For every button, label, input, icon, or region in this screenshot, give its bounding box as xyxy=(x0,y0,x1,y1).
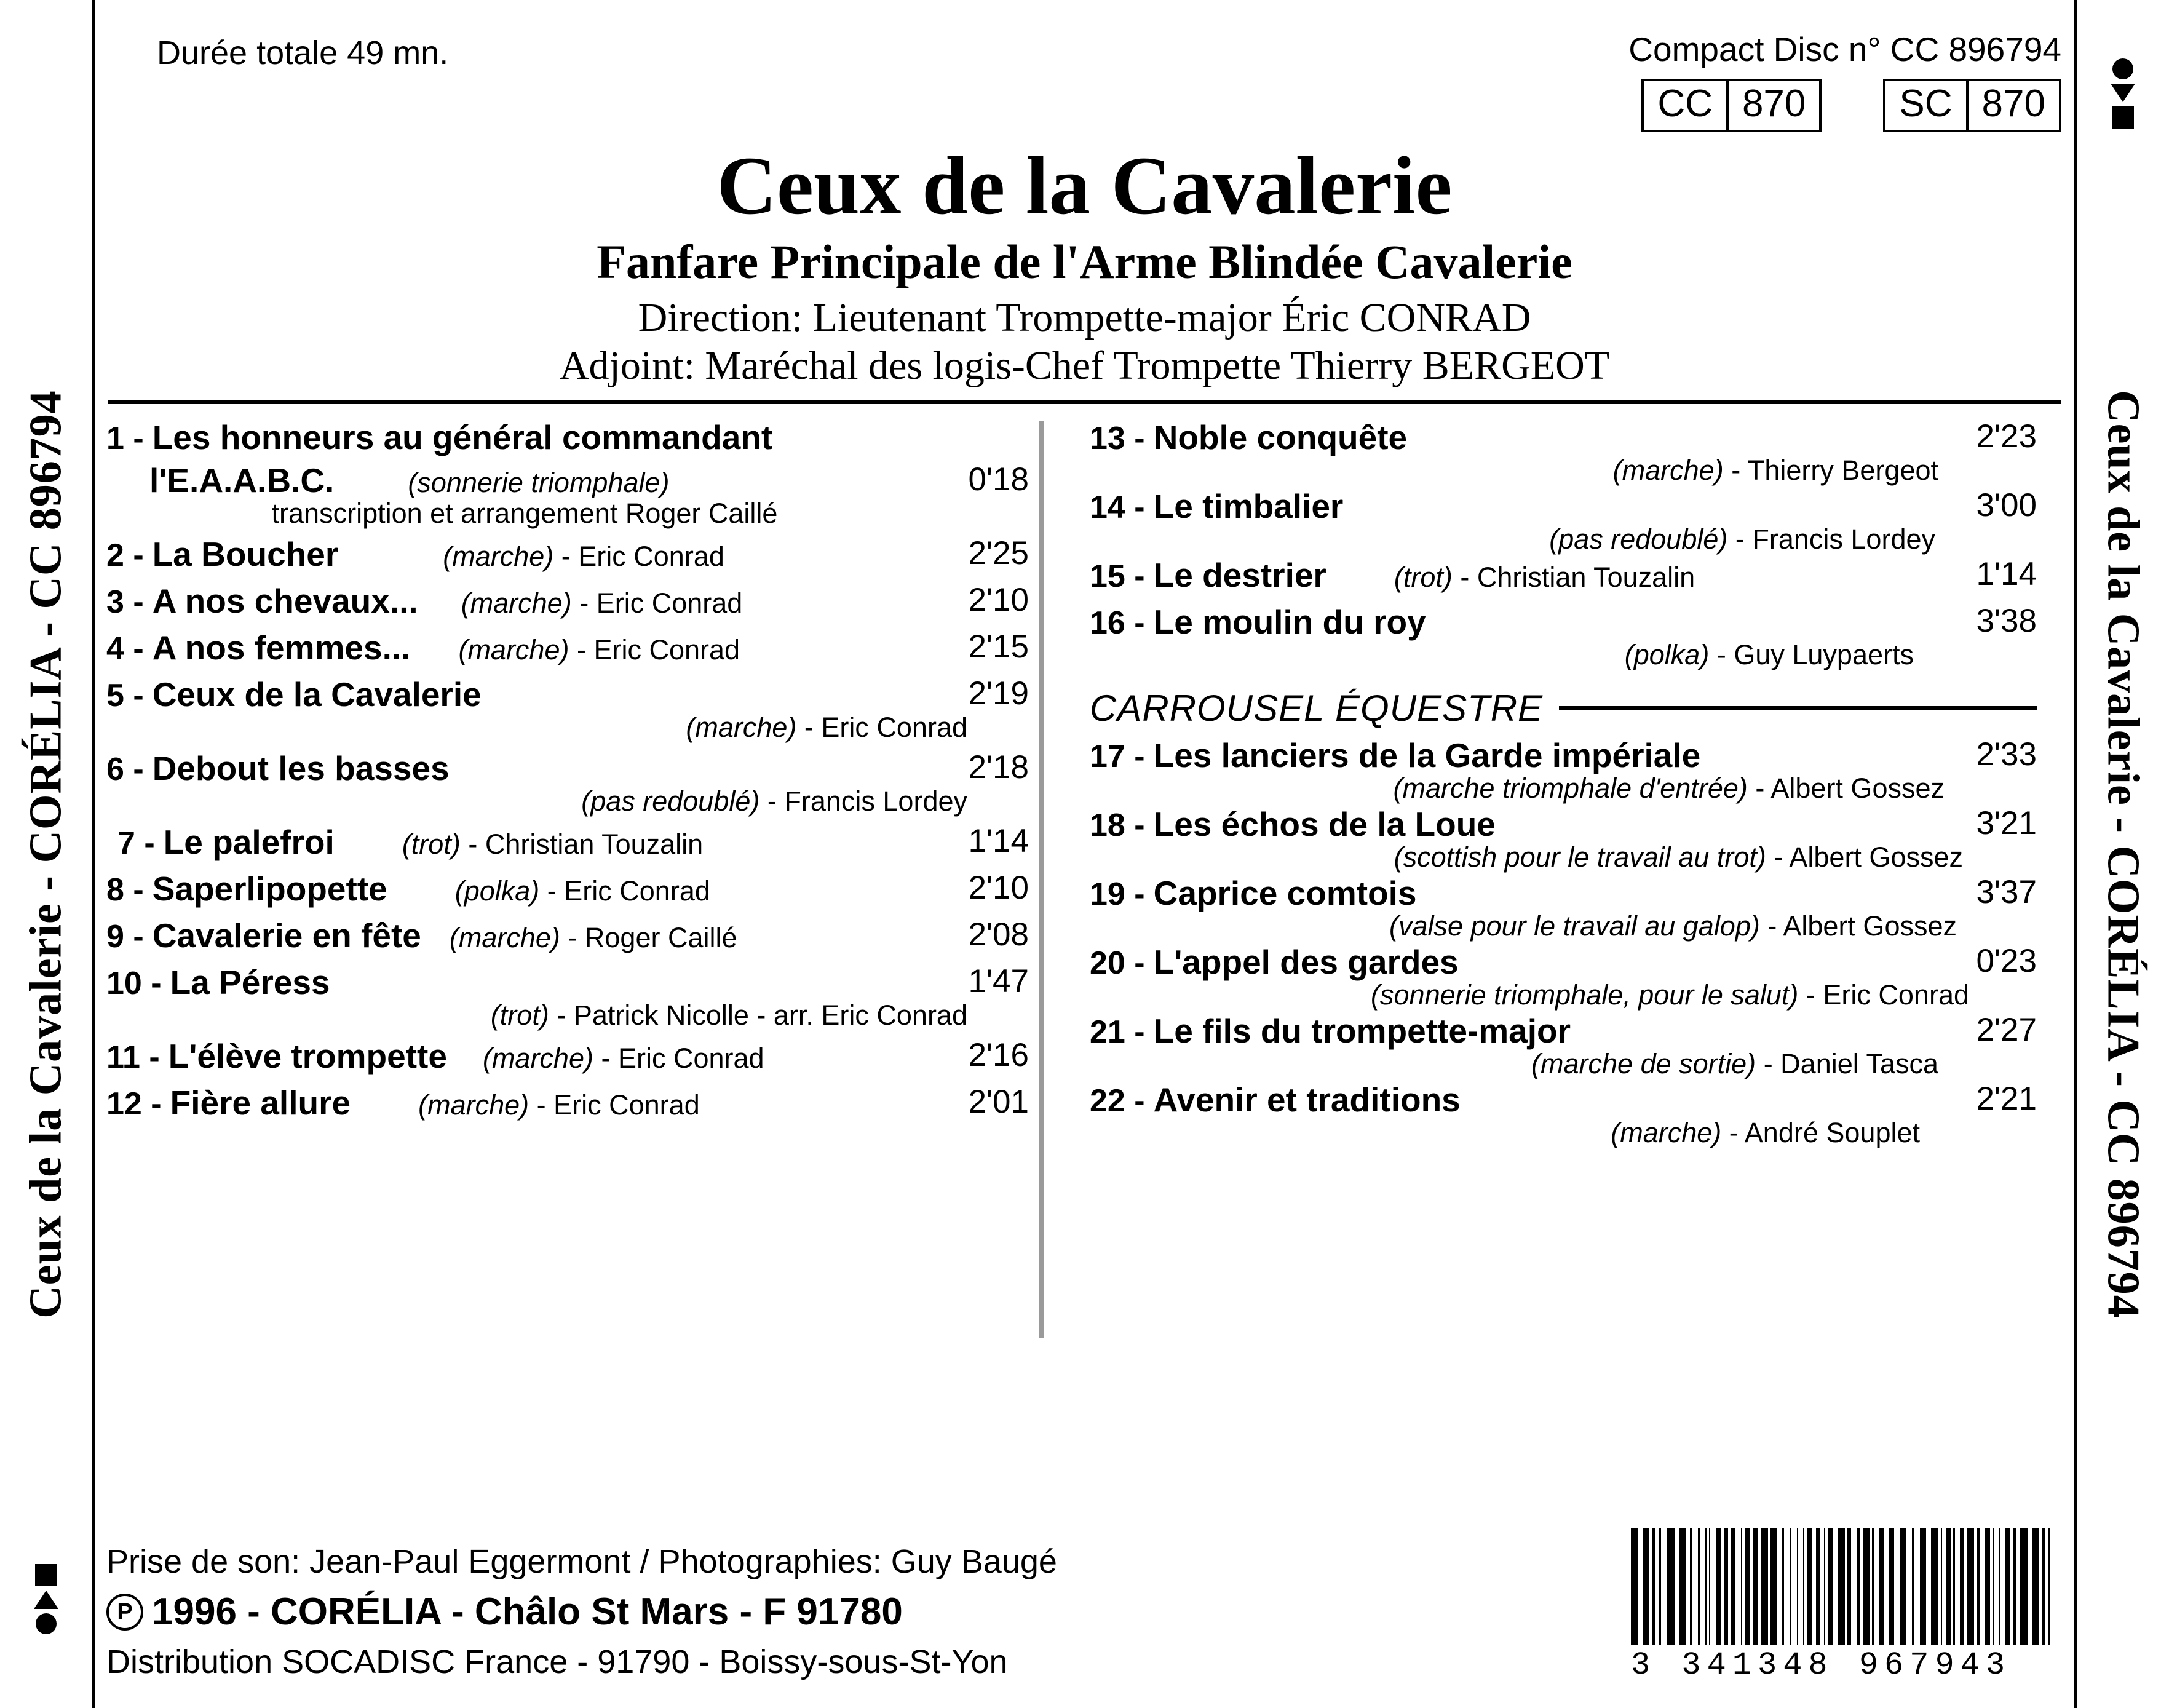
track-title: A nos chevaux... xyxy=(152,581,418,620)
track-title: Ceux de la Cavalerie xyxy=(152,675,482,713)
track-credit xyxy=(106,785,1029,817)
track-credit xyxy=(1090,773,2037,804)
track-row xyxy=(1090,942,2037,1011)
track-number: 4 - xyxy=(106,630,144,667)
disc-number: Compact Disc n° CC 896794 xyxy=(1628,30,2061,68)
album-title: Ceux de la Cavalerie xyxy=(716,140,1453,232)
track-title: La Boucher xyxy=(152,534,339,573)
track-author: - Albert Gossez xyxy=(1774,841,1963,873)
track-duration: 3'38 xyxy=(1976,602,2037,639)
track-author: - Eric Conrad xyxy=(1806,979,1969,1011)
label-line-text: 1996 - CORÉLIA - Châlo St Mars - F 91780 xyxy=(152,1591,903,1634)
track-duration: 2'25 xyxy=(968,534,1029,571)
track-genre: (marche) xyxy=(449,921,560,953)
code-boxes xyxy=(1641,79,2061,132)
track-number: 16 - xyxy=(1090,605,1145,641)
section-heading-label: CARROUSEL ÉQUESTRE xyxy=(1090,687,1544,729)
track-number: 8 - xyxy=(106,872,144,908)
code-box-sc-prefix: SC xyxy=(1885,81,1968,130)
barcode xyxy=(1631,1528,2055,1683)
track-genre: (marche) xyxy=(686,711,797,743)
tracklist xyxy=(95,418,2074,1338)
track-genre: (pas redoublé) xyxy=(581,785,760,817)
track-genre: (marche) xyxy=(482,1042,593,1074)
track-author: - Albert Gossez xyxy=(1755,772,1945,804)
track-author: - Christian Touzalin xyxy=(468,828,704,860)
track-credit xyxy=(106,999,1029,1031)
track-row xyxy=(1090,555,2037,602)
track-duration: 1'14 xyxy=(968,822,1029,859)
track-duration: 2'23 xyxy=(1976,418,2037,455)
track-duration: 2'33 xyxy=(1976,736,2037,773)
track-author: - Francis Lordey xyxy=(767,785,967,817)
assistant-line: Adjoint: Maréchal des logis-Chef Trompette Thierry BERGEOT xyxy=(559,343,1610,388)
track-row xyxy=(1090,1011,2037,1080)
circle-icon xyxy=(36,1613,57,1634)
track-title: L'appel des gardes xyxy=(1153,942,1459,981)
track-credit xyxy=(1090,1048,2037,1080)
track-duration: 2'01 xyxy=(968,1083,1029,1120)
barcode-digits: 3 341348 967943 xyxy=(1631,1647,2012,1683)
track-credit xyxy=(1090,979,2037,1011)
track-number: 15 - xyxy=(1090,558,1145,594)
track-number: 2 - xyxy=(106,537,144,573)
corelia-logo-left xyxy=(34,1564,58,1634)
track-credit xyxy=(1090,910,2037,942)
track-number: 3 - xyxy=(106,584,144,620)
track-credit xyxy=(1090,455,2037,487)
code-box-sc xyxy=(1883,79,2061,132)
code-box-cc xyxy=(1641,79,1822,132)
track-number: 19 - xyxy=(1090,876,1145,912)
track-row xyxy=(106,675,1029,744)
track-title: L'élève trompette xyxy=(168,1036,447,1075)
title-block xyxy=(95,141,2074,390)
track-title: Le fils du trompette-major xyxy=(1153,1011,1571,1050)
track-row xyxy=(1090,873,2037,942)
track-credit xyxy=(1090,523,2037,555)
track-duration: 2'15 xyxy=(968,628,1029,665)
track-author: - Eric Conrad xyxy=(561,540,724,572)
track-duration: 2'19 xyxy=(968,675,1029,712)
track-author: - Francis Lordey xyxy=(1735,523,1935,555)
track-row xyxy=(106,963,1029,1031)
track-row xyxy=(106,749,1029,817)
track-title: Le moulin du roy xyxy=(1153,602,1426,641)
track-credit xyxy=(1090,639,2037,671)
track-duration: 2'10 xyxy=(968,581,1029,618)
track-row xyxy=(106,916,1029,963)
section-heading-carrousel xyxy=(1090,687,2037,729)
track-genre: (polka) xyxy=(1624,638,1710,670)
track-title-cont: l'E.A.A.B.C. xyxy=(149,461,335,499)
track-author: - André Souplet xyxy=(1729,1116,1920,1148)
code-box-sc-value: 870 xyxy=(1981,82,2045,125)
track-title: La Péress xyxy=(170,963,330,1001)
production-credits: Prise de son: Jean-Paul Eggermont / Photographies: Guy Baugé xyxy=(106,1543,1057,1581)
track-number: 7 - xyxy=(117,825,155,861)
track-author: - Eric Conrad xyxy=(536,1089,700,1121)
triangle-icon xyxy=(2111,84,2135,102)
track-credit xyxy=(1090,1117,2037,1149)
track-duration: 3'37 xyxy=(1976,873,2037,910)
triangle-icon xyxy=(34,1591,58,1609)
track-duration: 2'27 xyxy=(1976,1011,2037,1048)
track-author: - Daniel Tasca xyxy=(1763,1047,1938,1079)
track-credit: transcription et arrangement Roger Caillé xyxy=(271,497,778,529)
track-author: - Christian Touzalin xyxy=(1460,561,1695,593)
track-author: - Albert Gossez xyxy=(1767,910,1957,942)
track-number: 12 - xyxy=(106,1086,162,1122)
track-title: Le palefroi xyxy=(163,822,335,861)
square-icon xyxy=(2112,106,2134,129)
track-duration: 2'21 xyxy=(1976,1080,2037,1117)
track-author: - Eric Conrad xyxy=(577,634,740,665)
track-row xyxy=(106,581,1029,628)
track-genre: (marche) xyxy=(418,1089,529,1121)
track-title: Caprice comtois xyxy=(1153,873,1417,912)
track-duration: 1'47 xyxy=(968,963,1029,999)
track-title: Debout les basses xyxy=(152,749,450,787)
tracklist-left-column xyxy=(106,418,1029,1338)
track-genre: (polka) xyxy=(454,875,540,907)
track-genre: (sonnerie triomphale) xyxy=(408,466,670,498)
track-number: 13 - xyxy=(1090,420,1145,456)
track-title: Le destrier xyxy=(1153,555,1326,594)
left-spine-text: Ceux de la Cavalerie - CORÉLIA - CC 896794 xyxy=(20,389,71,1319)
track-title: Noble conquête xyxy=(1153,418,1408,456)
track-title: Cavalerie en fête xyxy=(152,916,421,955)
track-genre: (marche) xyxy=(458,634,569,665)
track-credit xyxy=(106,712,1029,744)
track-author: - Patrick Nicolle - arr. Eric Conrad xyxy=(557,999,967,1031)
track-genre: (marche) xyxy=(1611,1116,1722,1148)
track-genre: (scottish pour le travail au trot) xyxy=(1394,841,1766,873)
track-title: Avenir et traditions xyxy=(1153,1080,1461,1119)
track-row xyxy=(106,869,1029,916)
track-duration: 3'00 xyxy=(1976,487,2037,523)
track-number: 17 - xyxy=(1090,738,1145,774)
track-duration: 3'21 xyxy=(1976,804,2037,841)
track-genre: (trot) xyxy=(1394,561,1453,593)
right-spine xyxy=(2074,0,2169,1708)
track-number: 18 - xyxy=(1090,807,1145,843)
track-title: Fière allure xyxy=(170,1083,351,1122)
column-divider xyxy=(1039,421,1044,1338)
track-row xyxy=(106,418,1029,530)
header-row xyxy=(95,0,2074,148)
track-author: - Guy Luypaerts xyxy=(1716,638,1914,670)
right-spine-text: Ceux de la Cavalerie - CORÉLIA - CC 896794 xyxy=(2098,389,2149,1319)
track-number: 9 - xyxy=(106,918,144,955)
track-number: 5 - xyxy=(106,677,144,713)
track-number: 20 - xyxy=(1090,945,1145,981)
track-author: - Roger Caillé xyxy=(568,921,737,953)
track-genre: (trot) xyxy=(402,828,461,860)
track-number: 22 - xyxy=(1090,1082,1145,1119)
code-box-cc-prefix: CC xyxy=(1644,81,1729,130)
track-row xyxy=(1090,487,2037,555)
track-duration: 1'14 xyxy=(1976,555,2037,592)
track-number: 10 - xyxy=(106,965,162,1001)
track-genre: (sonnerie triomphale, pour le salut) xyxy=(1371,979,1799,1011)
distribution-line: Distribution SOCADISC France - 91790 - Boissy-sous-St-Yon xyxy=(106,1643,1008,1681)
track-title: Les lanciers de la Garde impériale xyxy=(1153,736,1701,774)
track-genre: (valse pour le travail au galop) xyxy=(1389,910,1760,942)
track-row xyxy=(106,1036,1029,1083)
track-duration: 0'18 xyxy=(968,461,1029,498)
track-number: 14 - xyxy=(1090,489,1145,525)
track-duration: 2'18 xyxy=(968,749,1029,785)
track-duration: 2'08 xyxy=(968,916,1029,953)
track-row xyxy=(106,822,1029,869)
track-row xyxy=(106,628,1029,675)
track-genre: (trot) xyxy=(490,999,549,1031)
total-duration: Durée totale 49 mn. xyxy=(157,34,449,71)
conductor-line: Direction: Lieutenant Trompette-major Éric CONRAD xyxy=(638,295,1531,340)
track-row xyxy=(1090,804,2037,873)
track-genre: (marche) xyxy=(461,587,572,619)
track-genre: (marche) xyxy=(1612,454,1724,486)
track-number: 11 - xyxy=(106,1039,160,1075)
track-number: 1 - xyxy=(106,420,144,456)
track-duration: 2'10 xyxy=(968,869,1029,906)
track-row xyxy=(1090,418,2037,487)
track-row xyxy=(106,1083,1029,1130)
cover-content xyxy=(95,0,2074,1708)
track-duration: 2'16 xyxy=(968,1036,1029,1073)
circle-icon xyxy=(2112,58,2133,79)
track-author: - Eric Conrad xyxy=(579,587,743,619)
track-genre: (pas redoublé) xyxy=(1549,523,1728,555)
track-row xyxy=(1090,1080,2037,1149)
code-box-cc-value: 870 xyxy=(1742,82,1806,125)
track-credit xyxy=(1090,841,2037,873)
label-line xyxy=(106,1584,1263,1640)
track-row xyxy=(1090,602,2037,671)
track-number: 21 - xyxy=(1090,1014,1145,1050)
track-author: - Eric Conrad xyxy=(547,875,710,907)
track-genre: (marche de sortie) xyxy=(1531,1047,1756,1079)
track-genre: (marche) xyxy=(443,540,554,572)
track-title: Les échos de la Loue xyxy=(1153,804,1496,843)
track-duration: 0'23 xyxy=(1976,942,2037,979)
corelia-logo-right xyxy=(2111,58,2135,129)
track-number: 6 - xyxy=(106,751,144,787)
track-row xyxy=(106,534,1029,581)
barcode-bars xyxy=(1631,1528,2055,1645)
track-genre: (marche triomphale d'entrée) xyxy=(1393,772,1748,804)
track-title: A nos femmes... xyxy=(152,628,411,667)
track-author: - Eric Conrad xyxy=(601,1042,764,1074)
track-author: - Eric Conrad xyxy=(804,711,967,743)
phonogram-icon: P xyxy=(106,1594,143,1631)
footer-block xyxy=(106,1539,1263,1685)
track-title: Les honneurs au général commandant xyxy=(152,418,773,456)
ensemble-name: Fanfare Principale de l'Arme Blindée Cavalerie xyxy=(597,234,1572,288)
track-author: - Thierry Bergeot xyxy=(1731,454,1938,486)
title-divider xyxy=(108,400,2061,404)
tracklist-right-column xyxy=(1058,418,2037,1338)
track-title: Le timbalier xyxy=(1153,487,1344,525)
track-row xyxy=(1090,736,2037,804)
left-spine xyxy=(0,0,95,1708)
section-heading-rule xyxy=(1559,706,2037,710)
track-title: Saperlipopette xyxy=(152,869,387,908)
square-icon xyxy=(35,1564,57,1586)
